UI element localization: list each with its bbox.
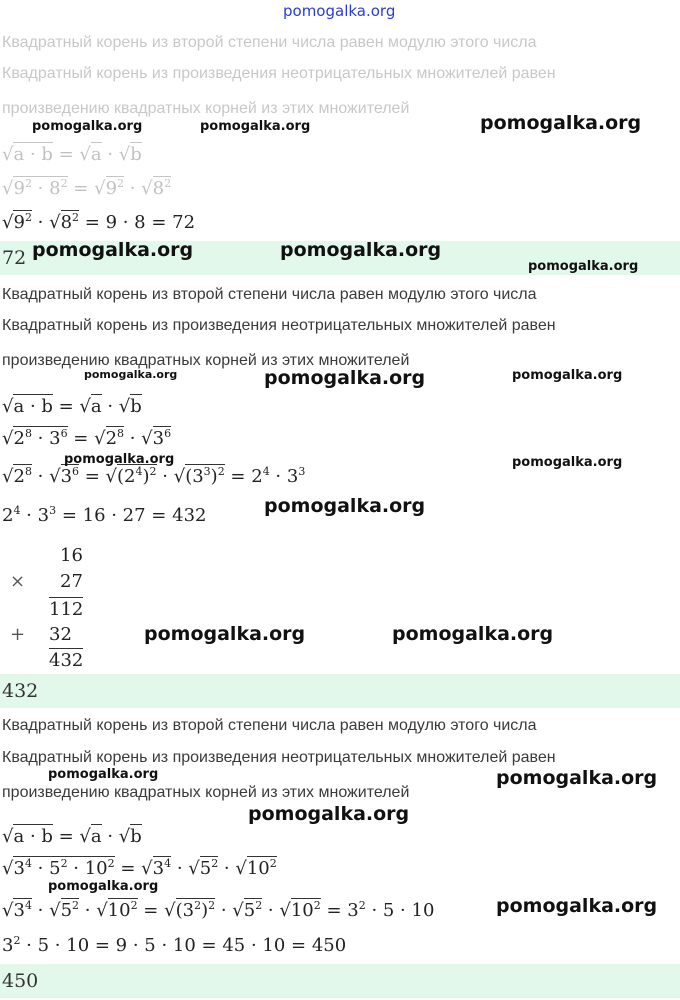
formula-rule: √a · b = √a · √b — [2, 144, 142, 165]
watermark: pomogalka.org — [264, 495, 426, 517]
formula-step: $3^2 \cdot 5 \cdot 10 = 9 \cdot 5 \cdot 10 = 45 \cdot 10 = 450$ — [2, 934, 347, 956]
formula-step: $√9^2 \cdot 8^2 = √9^2 \cdot √8^2$ — [2, 177, 172, 199]
formula-step: $√2^8 \cdot 3^6 = √2^8 \cdot √3^6$ — [2, 427, 172, 449]
watermark: pomogalka.org — [280, 239, 442, 261]
site-link[interactable]: pomogalka.org — [283, 2, 396, 20]
rule-text: произведению квадратных корней из этих множителей — [2, 784, 410, 801]
rule-text: Квадратный корень из второй степени числа равен модулю этого числа — [2, 34, 537, 51]
watermark: pomogalka.org — [200, 119, 311, 134]
mult-partial: 112 — [49, 599, 84, 620]
result-text: = 9 · 8 = 72 — [84, 212, 196, 233]
rule-text: произведению квадратных корней из этих множителей — [2, 100, 410, 117]
watermark: pomogalka.org — [32, 119, 143, 134]
rule-text: произведению квадратных корней из этих множителей — [2, 352, 410, 369]
answer-value: 72 — [2, 247, 27, 269]
rule-text: Квадратный корень из произведения неотрицательных множителей равен — [2, 317, 556, 334]
rule-text: Квадратный корень из произведения неотрицательных множителей равен — [2, 749, 556, 766]
rule-text: Квадратный корень из второй степени числа равен модулю этого числа — [2, 717, 537, 734]
plus-sign: + — [10, 624, 26, 645]
formula-step: $2^4 \cdot 3^3 = 16 \cdot 27 = 432$ — [2, 504, 207, 526]
watermark: pomogalka.org — [48, 767, 159, 782]
watermark: pomogalka.org — [144, 623, 306, 645]
formula-step: $√3^4 \cdot √5^2 \cdot √10^2 = √(3^2)^2 \cdot √5^2 \cdot √10^2 = 3^2 \cdot 5 \cdot 10$ — [2, 899, 435, 921]
answer-value: 450 — [2, 970, 39, 992]
mult-operand: 27 — [60, 571, 83, 592]
watermark: pomogalka.org — [392, 623, 554, 645]
watermark: pomogalka.org — [496, 767, 658, 789]
formula-rule: √a · b = √a · √b — [2, 396, 142, 417]
formula-step: $√3^4 \cdot 5^2 \cdot 10^2 = √3^4 \cdot √5^2 \cdot √10^2$ — [2, 857, 277, 879]
watermark: pomogalka.org — [528, 259, 639, 274]
mult-result: 432 — [49, 650, 84, 671]
watermark: pomogalka.org — [264, 367, 426, 389]
times-sign: × — [10, 571, 26, 592]
mult-partial: 32 — [49, 624, 72, 645]
mult-operand: 16 — [60, 545, 83, 566]
formula-step: $√9^2 \cdot √8^2 = 9 \cdot 8 = 72$ — [2, 211, 196, 233]
result-text: = 16 · 27 = 432 — [61, 505, 207, 526]
watermark: pomogalka.org — [48, 879, 159, 894]
watermark: pomogalka.org — [84, 368, 178, 381]
watermark: pomogalka.org — [480, 112, 642, 134]
result-text: = 9 · 5 · 10 = 45 · 10 = 450 — [94, 935, 347, 956]
rule-text: Квадратный корень из второй степени числа равен модулю этого числа — [2, 286, 537, 303]
formula-step: $√2^8 \cdot √3^6 = √(2^4)^2 \cdot √(3^3)^2 = 2^4 \cdot 3^3$ — [2, 465, 306, 487]
answer-value: 432 — [2, 680, 39, 702]
watermark: pomogalka.org — [64, 452, 175, 467]
watermark: pomogalka.org — [512, 455, 623, 470]
answer-bar — [0, 674, 680, 708]
watermark: pomogalka.org — [248, 803, 410, 825]
answer-bar — [0, 964, 680, 998]
watermark: pomogalka.org — [512, 368, 623, 383]
formula-rule: √a · b = √a · √b — [2, 826, 142, 847]
watermark: pomogalka.org — [32, 239, 194, 261]
watermark: pomogalka.org — [496, 895, 658, 917]
rule-text: Квадратный корень из произведения неотрицательных множителей равен — [2, 65, 556, 82]
